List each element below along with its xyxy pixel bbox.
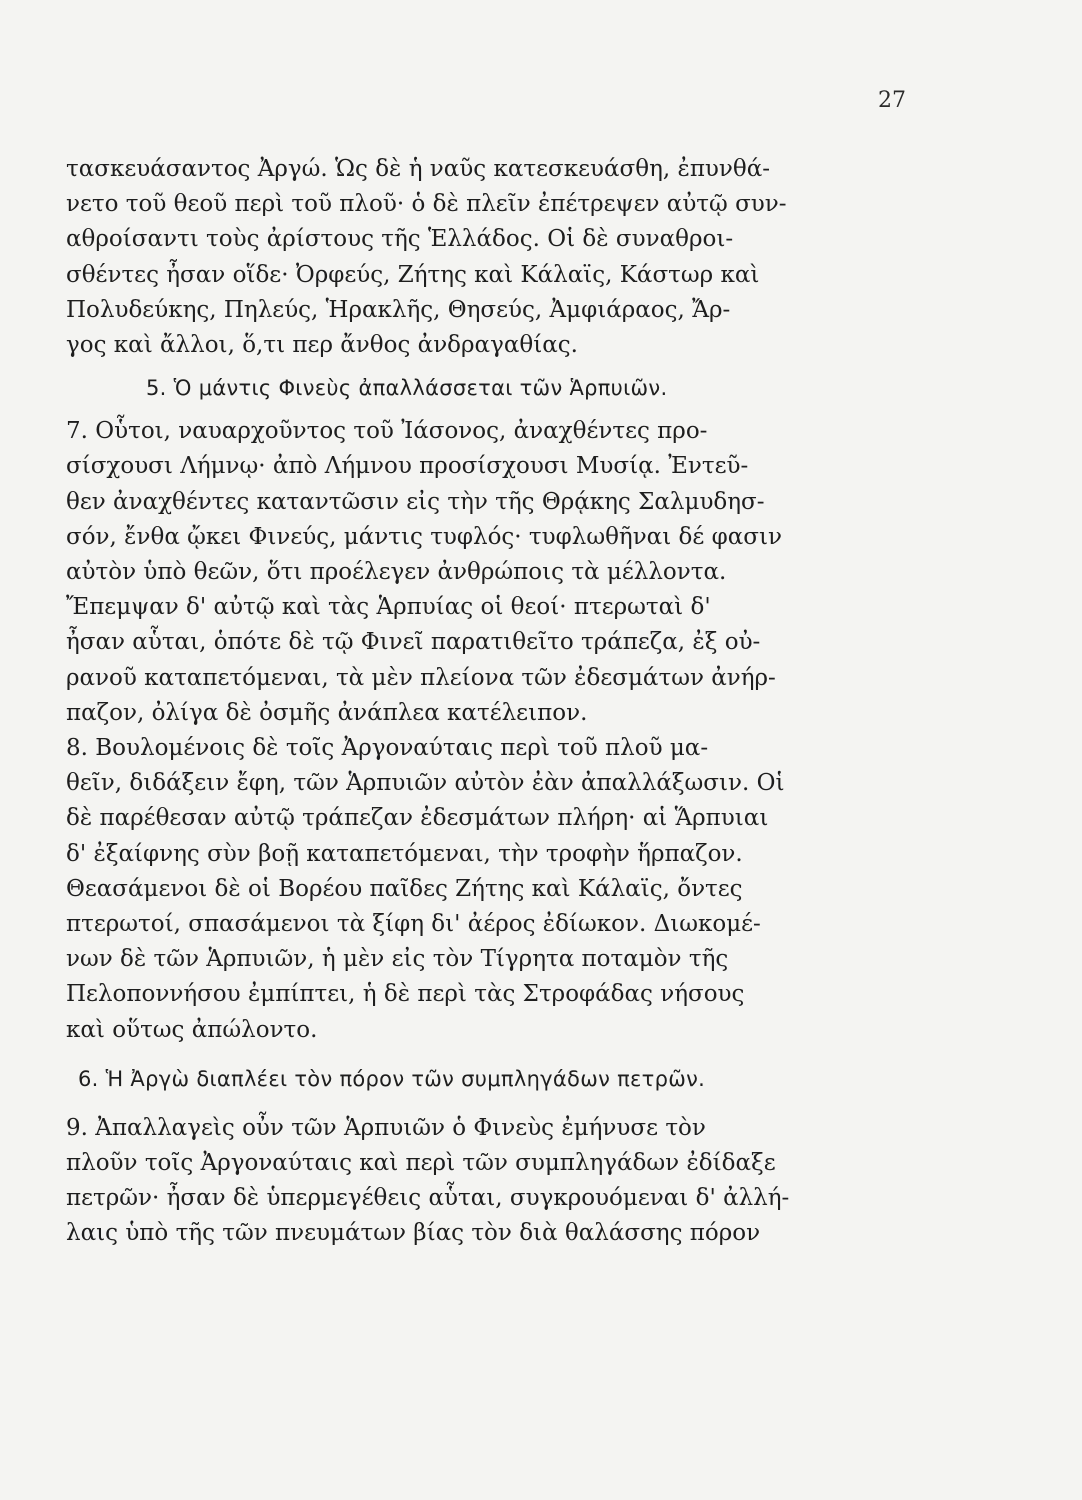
text-line: δὲ παρέθεσαν αὐτῷ τράπεζαν ἐδεσμάτων πλήρη· αἱ Ἅρπυιαι	[66, 805, 769, 832]
text-line: ρανοῦ καταπετόμεναι, τὰ μὲν πλείονα τῶν ἐδεσμάτων ἀνήρ-	[66, 664, 776, 691]
text-line: Ἔπεμψαν δ' αὐτῷ καὶ τὰς Ἁρπυίας οἱ θεοί· πτερωταὶ δ'	[66, 594, 711, 621]
text-line: ἦσαν αὗται, ὁπότε δὲ τῷ Φινεῖ παρατιθεῖτο τράπεζα, ἐξ οὐ-	[66, 629, 761, 656]
text-line: θεν ἀναχθέντες καταντῶσιν εἰς τὴν τῆς Θρᾴκης Σαλμυδησ-	[66, 488, 765, 515]
page-number: 27	[878, 88, 906, 113]
text-line: 9. Ἀπαλλαγεὶς οὖν τῶν Ἁρπυιῶν ὁ Φινεὺς ἐμήνυσε τὸν	[66, 1114, 706, 1141]
section-heading-5: 5. Ὁ μάντις Φινεὺς ἀπαλλάσσεται τῶν Ἁρπυιῶν.	[146, 376, 668, 401]
body-text	[66, 152, 922, 1252]
text-line: σθέντες ἦσαν οἵδε· Ὀρφεύς, Ζήτης καὶ Κάλαϊς, Κάστωρ καὶ	[66, 261, 760, 288]
text-line: δ' ἐξαίφνης σὺν βοῇ καταπετόμεναι, τὴν τροφὴν ἥρπαζον.	[66, 840, 743, 867]
text-line: σίσχουσι Λήμνῳ· ἀπὸ Λήμνου προσίσχουσι Μυσίᾳ. Ἐντεῦ-	[66, 453, 749, 480]
text-line: λαις ὑπὸ τῆς τῶν πνευμάτων βίας τὸν διὰ θαλάσσης πόρον	[66, 1220, 761, 1247]
text-line: Θεασάμενοι δὲ οἱ Βορέου παῖδες Ζήτης καὶ Κάλαϊς, ὄντες	[66, 875, 743, 902]
paragraph-7	[66, 414, 922, 731]
section-heading-6: 6. Ἡ Ἀργὼ διαπλέει τὸν πόρον τῶν συμπληγάδων πετρῶν.	[78, 1066, 706, 1091]
text-line: πετρῶν· ἦσαν δὲ ὑπερμεγέθεις αὗται, συγκρουόμεναι δ' ἀλλή-	[66, 1185, 790, 1212]
text-line: τασκευάσαντος Ἀργώ. Ὡς δὲ ἡ ναῦς κατεσκευάσθη, ἐπυνθά-	[66, 156, 771, 182]
text-line: 7. Οὗτοι, ναυαρχοῦντος τοῦ Ἰάσονος, ἀναχθέντες προ-	[66, 418, 708, 445]
text-line: νετο τοῦ θεοῦ περὶ τοῦ πλοῦ· ὁ δὲ πλεῖν ἐπέτρεψεν αὐτῷ συν-	[66, 191, 787, 218]
text-line: γος καὶ ἄλλοι, ὅ,τι περ ἄνθος ἀνδραγαθίας.	[66, 332, 578, 359]
text-line: παζον, ὀλίγα δὲ ὀσμῆς ἀνάπλεα κατέλειπον.	[66, 699, 588, 726]
text-line: πτερωτοί, σπασάμενοι τὰ ξίφη δι' ἀέρος ἐδίωκον. Διωκομέ-	[66, 911, 761, 938]
text-line: 8. Βουλομένοις δὲ τοῖς Ἀργοναύταις περὶ τοῦ πλοῦ μα-	[66, 735, 709, 762]
text-line: θεῖν, διδάξειν ἔφη, τῶν Ἁρπυιῶν αὐτὸν ἐὰν ἀπαλλάξωσιν. Οἱ	[66, 770, 785, 797]
text-line: σόν, ἔνθα ᾤκει Φινεύς, μάντις τυφλός· τυφλωθῆναι δέ φασιν	[66, 523, 782, 550]
text-line: πλοῦν τοῖς Ἀργοναύταις καὶ περὶ τῶν συμπληγάδων ἐδίδαξε	[66, 1150, 776, 1177]
paragraph-8	[66, 731, 922, 1048]
text-line: αθροίσαντι τοὺς ἀρίστους τῆς Ἑλλάδος. Οἱ δὲ συναθροι-	[66, 226, 734, 253]
text-line: Πολυδεύκης, Πηλεύς, Ἡρακλῆς, Θησεύς, Ἀμφιάραος, Ἄρ-	[66, 296, 731, 323]
paragraph-intro	[66, 152, 922, 363]
text-line: καὶ οὕτως ἀπώλοντο.	[66, 1016, 318, 1043]
paragraph-9	[66, 1111, 922, 1252]
text-line: Πελοποννήσου ἐμπίπτει, ἡ δὲ περὶ τὰς Στροφάδας νήσους	[66, 981, 745, 1008]
text-line: νων δὲ τῶν Ἁρπυιῶν, ἡ μὲν εἰς τὸν Τίγρητα ποταμὸν τῆς	[66, 946, 729, 973]
text-line: αὐτὸν ὑπὸ θεῶν, ὅτι προέλεγεν ἀνθρώποις τὰ μέλλοντα.	[66, 559, 727, 586]
